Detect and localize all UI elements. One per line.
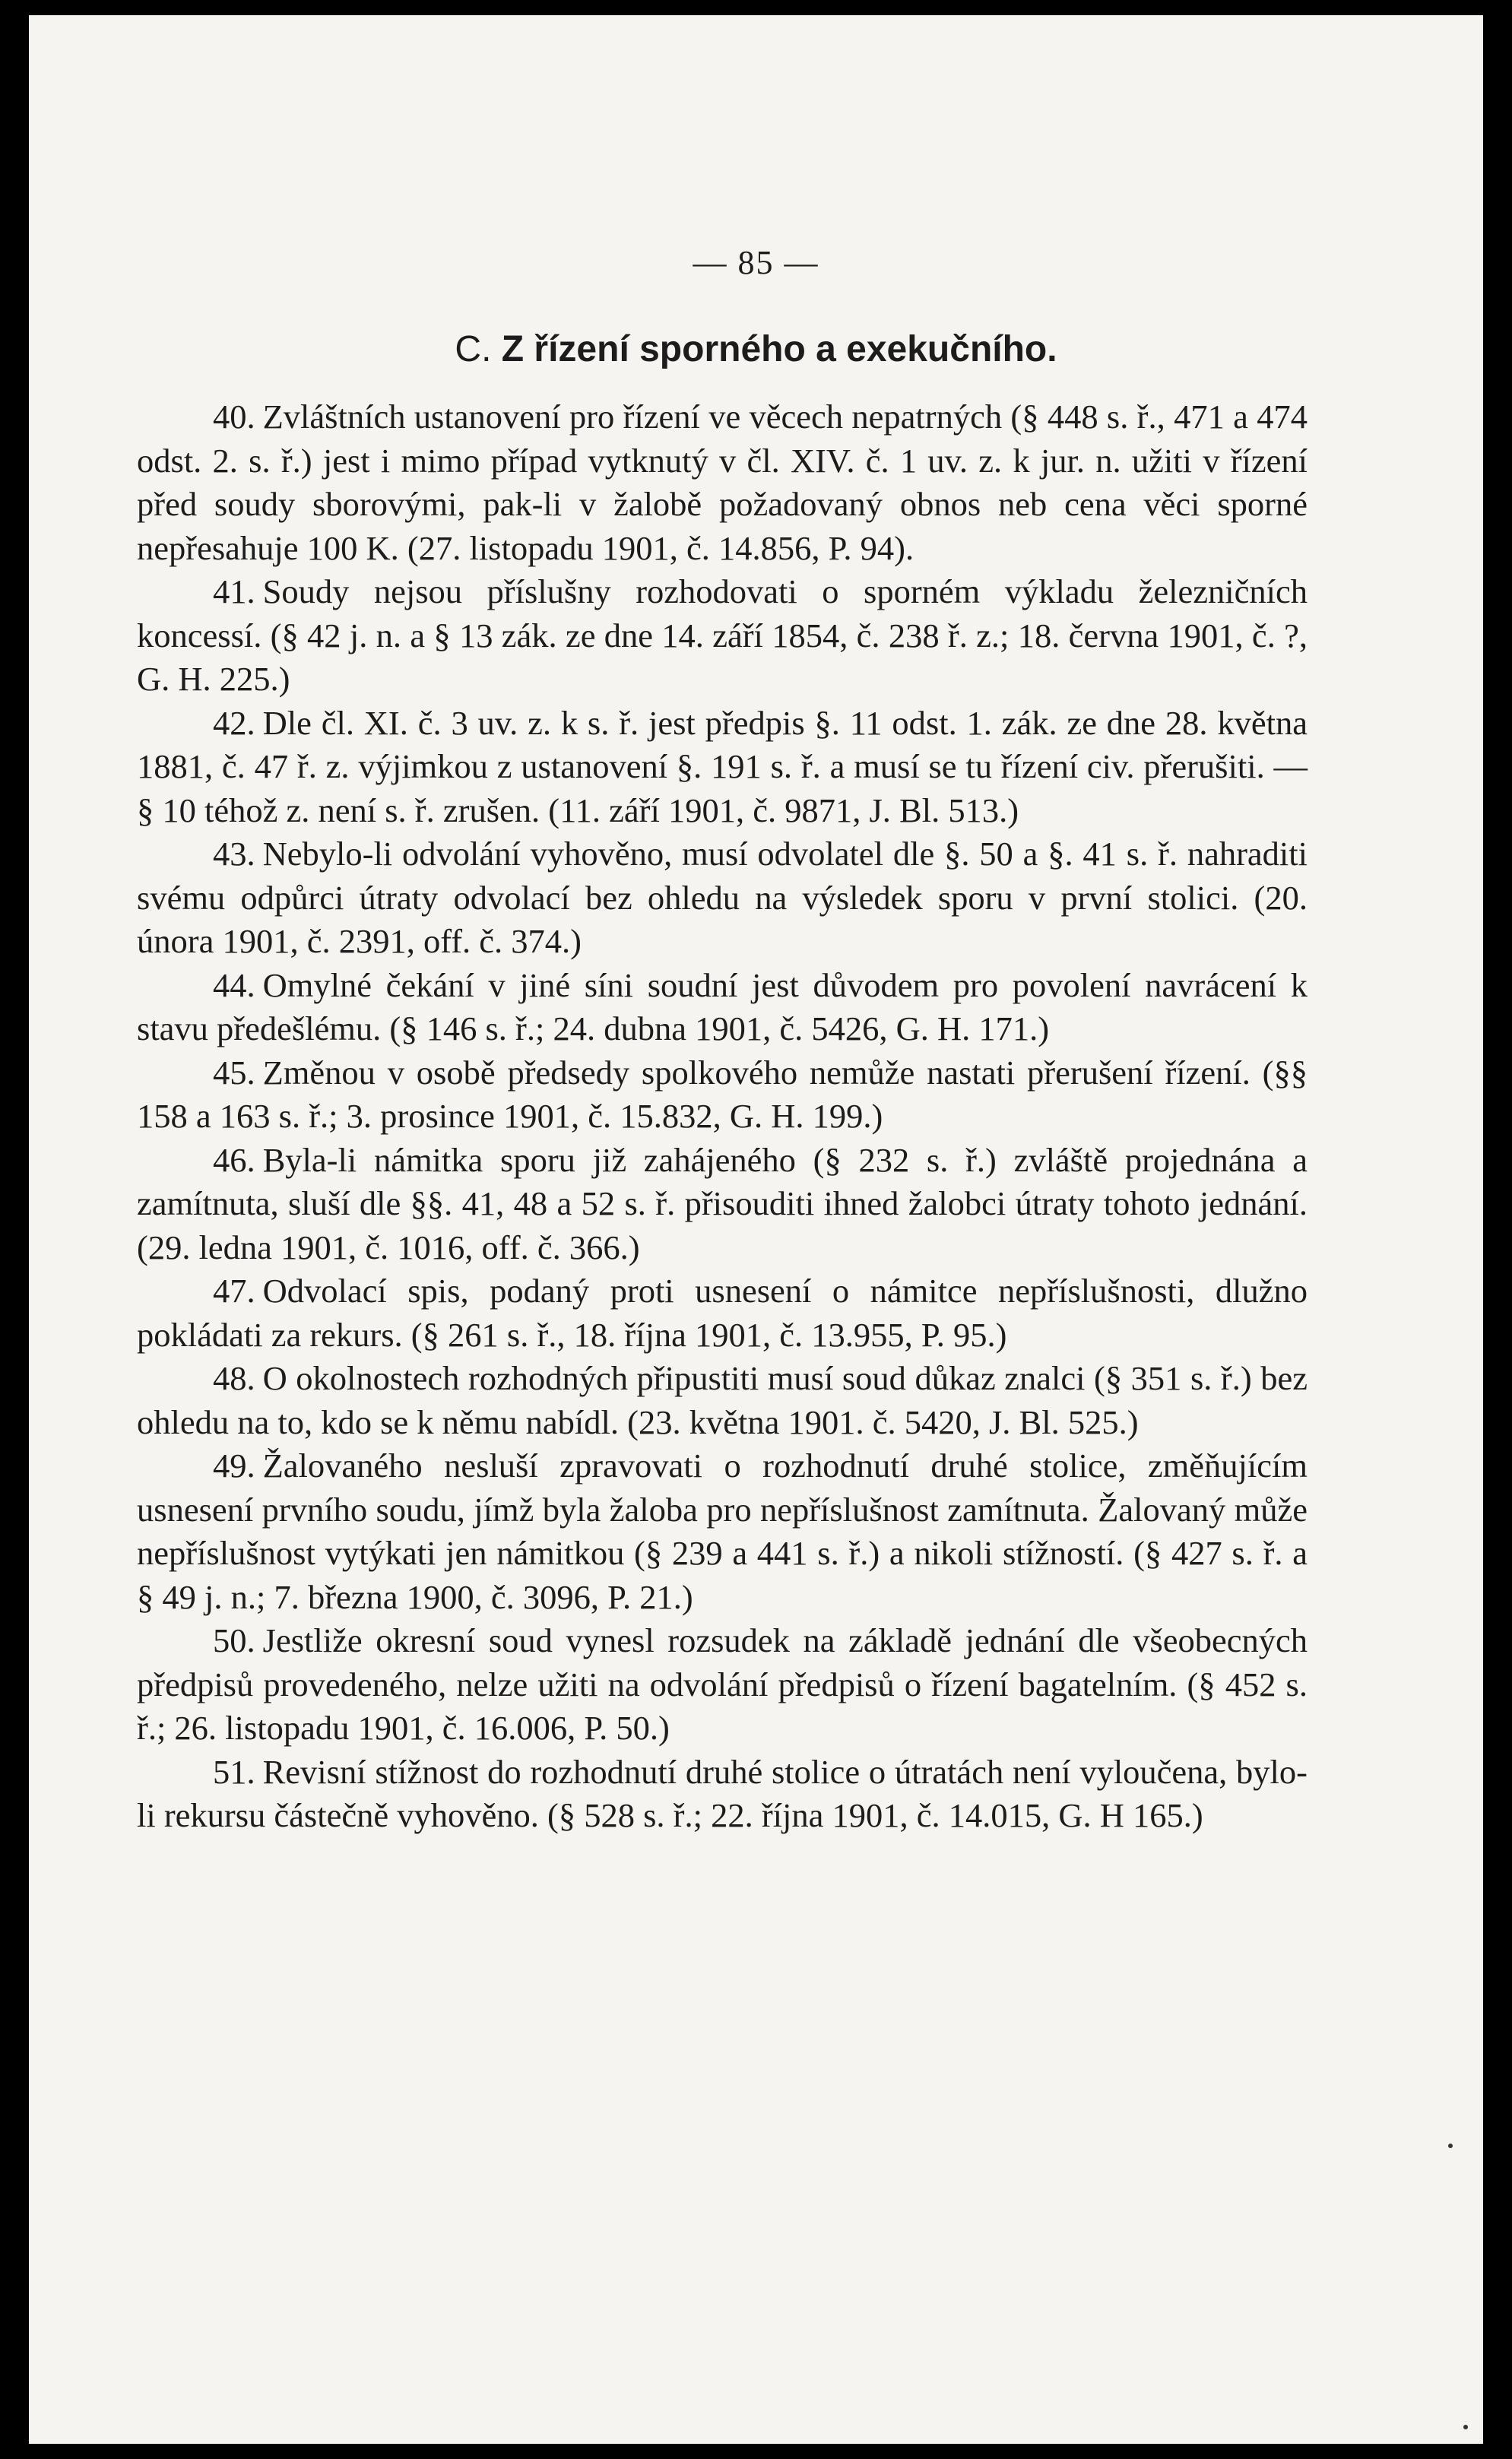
paragraph-41	[137, 570, 1308, 702]
paragraph-number: 42.	[213, 703, 255, 742]
paragraph-text: Revisní stížnost do rozhodnutí druhé stolice o útratách není vyloučena, bylo-li rekursu částečně vyhověno. (§ 528 s. ř.; 22. října 1901, č. 14.015, G. H 165.)	[137, 1752, 1308, 1834]
paragraph-49	[137, 1444, 1308, 1619]
section-letter: C.	[455, 329, 492, 369]
paragraph-number: 41.	[213, 572, 255, 610]
paragraph-45	[137, 1051, 1308, 1139]
paragraph-47	[137, 1269, 1308, 1357]
paragraph-number: 48.	[213, 1359, 255, 1397]
section-heading	[29, 328, 1483, 370]
paragraph-text: Nebylo-li odvolání vyhověno, musí odvolatel dle §. 50 a §. 41 s. ř. nahraditi svému odpůrci útraty odvolací bez ohledu na výsledek sporu v první stolici. (20. února 1901, č. 2391, off. č. 374.)	[137, 835, 1308, 960]
paragraph-44	[137, 964, 1308, 1051]
body-text	[137, 395, 1308, 1838]
paragraph-40	[137, 395, 1308, 570]
paragraph-text: Zvláštních ustanovení pro řízení ve věcech nepatrných (§ 448 s. ř., 471 a 474 odst. 2. s. ř.) jest i mimo případ vytknutý v čl. XIV. č. 1 uv. z. k jur. n. užiti v řízení před soudy sborovými, pak-li v žalobě požadovaný obnos neb cena věci sporné nepřesahuje 100 K. (27. listopadu 1901, č. 14.856, P. 94).	[137, 398, 1308, 567]
paragraph-text: Odvolací spis, podaný proti usnesení o námitce nepříslušnosti, dlužno pokládati za rekurs. (§ 261 s. ř., 18. října 1901, č. 13.955, P. 95.)	[137, 1272, 1308, 1354]
corner-dot-mark	[1463, 2425, 1468, 2429]
paragraph-number: 46.	[213, 1140, 255, 1179]
paragraph-number: 43.	[213, 835, 255, 873]
paragraph-number: 47.	[213, 1272, 255, 1310]
paragraph-number: 40.	[213, 398, 255, 436]
paragraph-48	[137, 1357, 1308, 1444]
paragraph-50	[137, 1619, 1308, 1751]
paragraph-51	[137, 1751, 1308, 1838]
page-number: — 85 —	[693, 244, 819, 281]
margin-dot-mark	[1448, 2144, 1453, 2148]
paragraph-number: 50.	[213, 1621, 255, 1659]
paragraph-number: 49.	[213, 1447, 255, 1485]
paragraph-42	[137, 702, 1308, 833]
paragraph-text: O okolnostech rozhodných připustiti musí soud důkaz znalci (§ 351 s. ř.) bez ohledu na to, kdo se k němu nabídl. (23. května 1901. č. 5420, J. Bl. 525.)	[137, 1359, 1308, 1441]
paragraph-text: Omylné čekání v jiné síni soudní jest důvodem pro povolení navrácení k stavu předešlému. (§ 146 s. ř.; 24. dubna 1901, č. 5426, G. H. 171.)	[137, 965, 1308, 1047]
document-page	[29, 15, 1483, 2444]
paragraph-number: 45.	[213, 1053, 255, 1092]
paragraph-text: Žalovaného nesluší zpravovati o rozhodnutí druhé stolice, změňujícím usnesení prvního soudu, jímž byla žaloba pro nepříslušnost zamítnuta. Žalovaný může nepříslušnost vytýkati jen námitkou (§ 239 a 441 s. ř.) a nikoli stížností. (§ 427 s. ř. a § 49 j. n.; 7. března 1900, č. 3096, P. 21.)	[137, 1447, 1308, 1616]
paragraph-number: 51.	[213, 1752, 255, 1791]
paragraph-text: Byla-li námitka sporu již zahájeného (§ 232 s. ř.) zvláště projednána a zamítnuta, sluší dle §§. 41, 48 a 52 s. ř. přisouditi ihned žalobci útraty tohoto jednání. (29. ledna 1901, č. 1016, off. č. 366.)	[137, 1140, 1308, 1266]
paragraph-text: Změnou v osobě předsedy spolkového nemůže nastati přerušení řízení. (§§ 158 a 163 s. ř.; 3. prosince 1901, č. 15.832, G. H. 199.)	[137, 1053, 1308, 1135]
paragraph-text: Soudy nejsou příslušny rozhodovati o sporném výkladu železničních koncessí. (§ 42 j. n. a § 13 zák. ze dne 14. září 1854, č. 238 ř. z.; 18. června 1901, č. ?, G. H. 225.)	[137, 572, 1308, 698]
paragraph-number: 44.	[213, 965, 255, 1004]
paragraph-text: Jestliže okresní soud vynesl rozsudek na základě jednání dle všeobecných předpisů provedeného, nelze užiti na odvolání předpisů o řízení bagatelním. (§ 452 s. ř.; 26. listopadu 1901, č. 16.006, P. 50.)	[137, 1621, 1308, 1747]
paragraph-text: Dle čl. XI. č. 3 uv. z. k s. ř. jest předpis §. 11 odst. 1. zák. ze dne 28. května 1881, č. 47 ř. z. výjimkou z ustanovení §. 191 s. ř. a musí se tu řízení civ. přerušiti. — § 10 téhož z. není s. ř. zrušen. (11. září 1901, č. 9871, J. Bl. 513.)	[137, 703, 1308, 829]
paragraph-46	[137, 1139, 1308, 1270]
section-title: Z řízení sporného a exekučního.	[501, 329, 1057, 369]
paragraph-43	[137, 832, 1308, 964]
